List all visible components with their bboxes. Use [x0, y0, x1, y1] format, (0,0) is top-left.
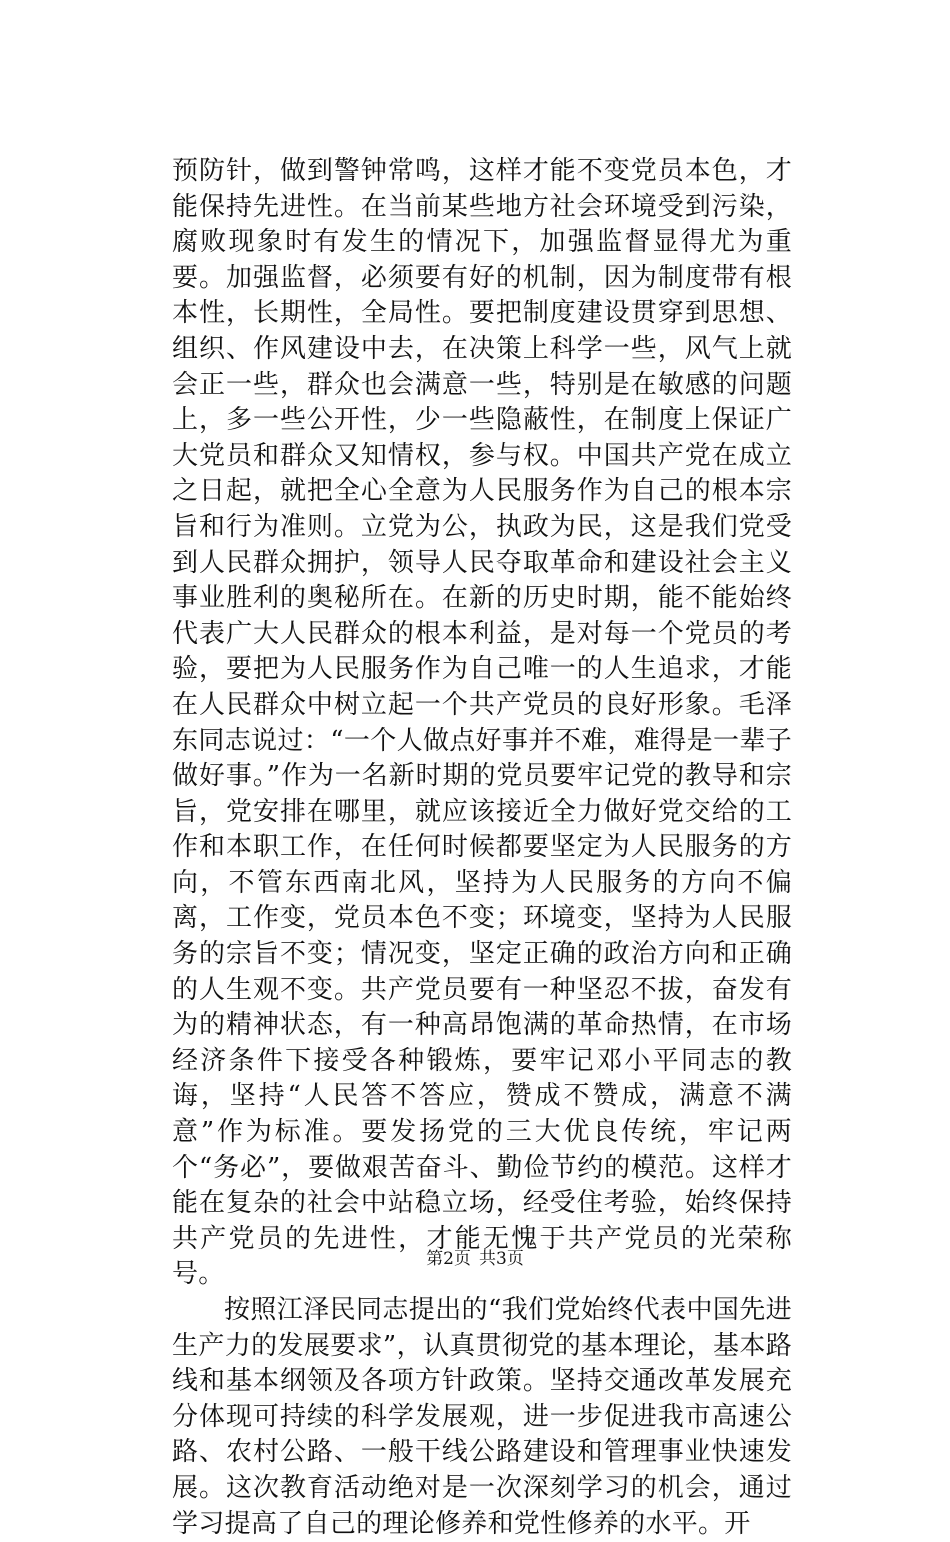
paragraph-1: 预防针，做到警钟常鸣，这样才能不变党员本色，才能保持先进性。在当前某些地方社会环境受到污染，腐败现象时有发生的情况下，加强监督显得尤为重要。加强监督，必须要有好的机制，因为制度带有根本性，长期性，全局性。要把制度建设贯穿到思想、组织、作风建设中去，在决策上科学一些，风气上就会正一些，群众也会满意一些，特别是在敏感的问题上，多一些公开性，少一些隐蔽性，在制度上保证广大党员和群众又知情权，参与权。中国共产党在成立之日起，就把全心全意为人民服务作为自己的根本宗旨和行为准则。立党为公，执政为民，这是我们党受到人民群众拥护，领导人民夺取革命和建设社会主义事业胜利的奥秘所在。在新的历史时期，能不能始终代表广大人民群众的根本利益，是对每一个党员的考验，要把为人民服务作为自己唯一的人生追求，才能在人民群众中树立起一个共产党员的良好形象。毛泽东同志说过：“一个人做点好事并不难，难得是一辈子做好事。”作为一名新时期的党员要牢记党的教导和宗旨，党安排在哪里，就应该接近全力做好党交给的工作和本职工作，在任何时候都要坚定为人民服务的方向，不管东西南北风，坚持为人民服务的方向不偏离，工作变，党员本色不变；环境变，坚持为人民服务的宗旨不变；情况变，坚定正确的政治方向和正确的人生观不变。共产党员要有一种坚忍不拔，奋发有为的精神状态，有一种高昂饱满的革命热情，在市场经济条件下接受各种锻炼，要牢记邓小平同志的教诲，坚持“人民答不答应，赞成不赞成，满意不满意”作为标准。要发扬党的三大优良传统，牢记两个“务必”，要做艰苦奋斗、勤俭节约的模范。这样才能在复杂的社会中站稳立场，经受住考验，始终保持共产党员的先进性，才能无愧于共产党员的光荣称号。 [172, 156, 792, 1290]
paragraph-2: 按照江泽民同志提出的“我们党始终代表中国先进生产力的发展要求”，认真贯彻党的基本理论，基本路线和基本纲领及各项方针政策。坚持交通改革发展充分体现可持续的科学发展观，进一步促进我市高速公路、农村公路、一般干线公路建设和管理事业快速发展。这次教育活动绝对是一次深刻学习的机会，通过学习提高了自己的理论修养和党性修养的水平。开 [172, 1295, 792, 1539]
page-total: 共3页 [479, 1249, 524, 1269]
page-number: 第2页 [426, 1249, 471, 1269]
page-footer [0, 1244, 950, 1269]
document-body [172, 154, 792, 1542]
